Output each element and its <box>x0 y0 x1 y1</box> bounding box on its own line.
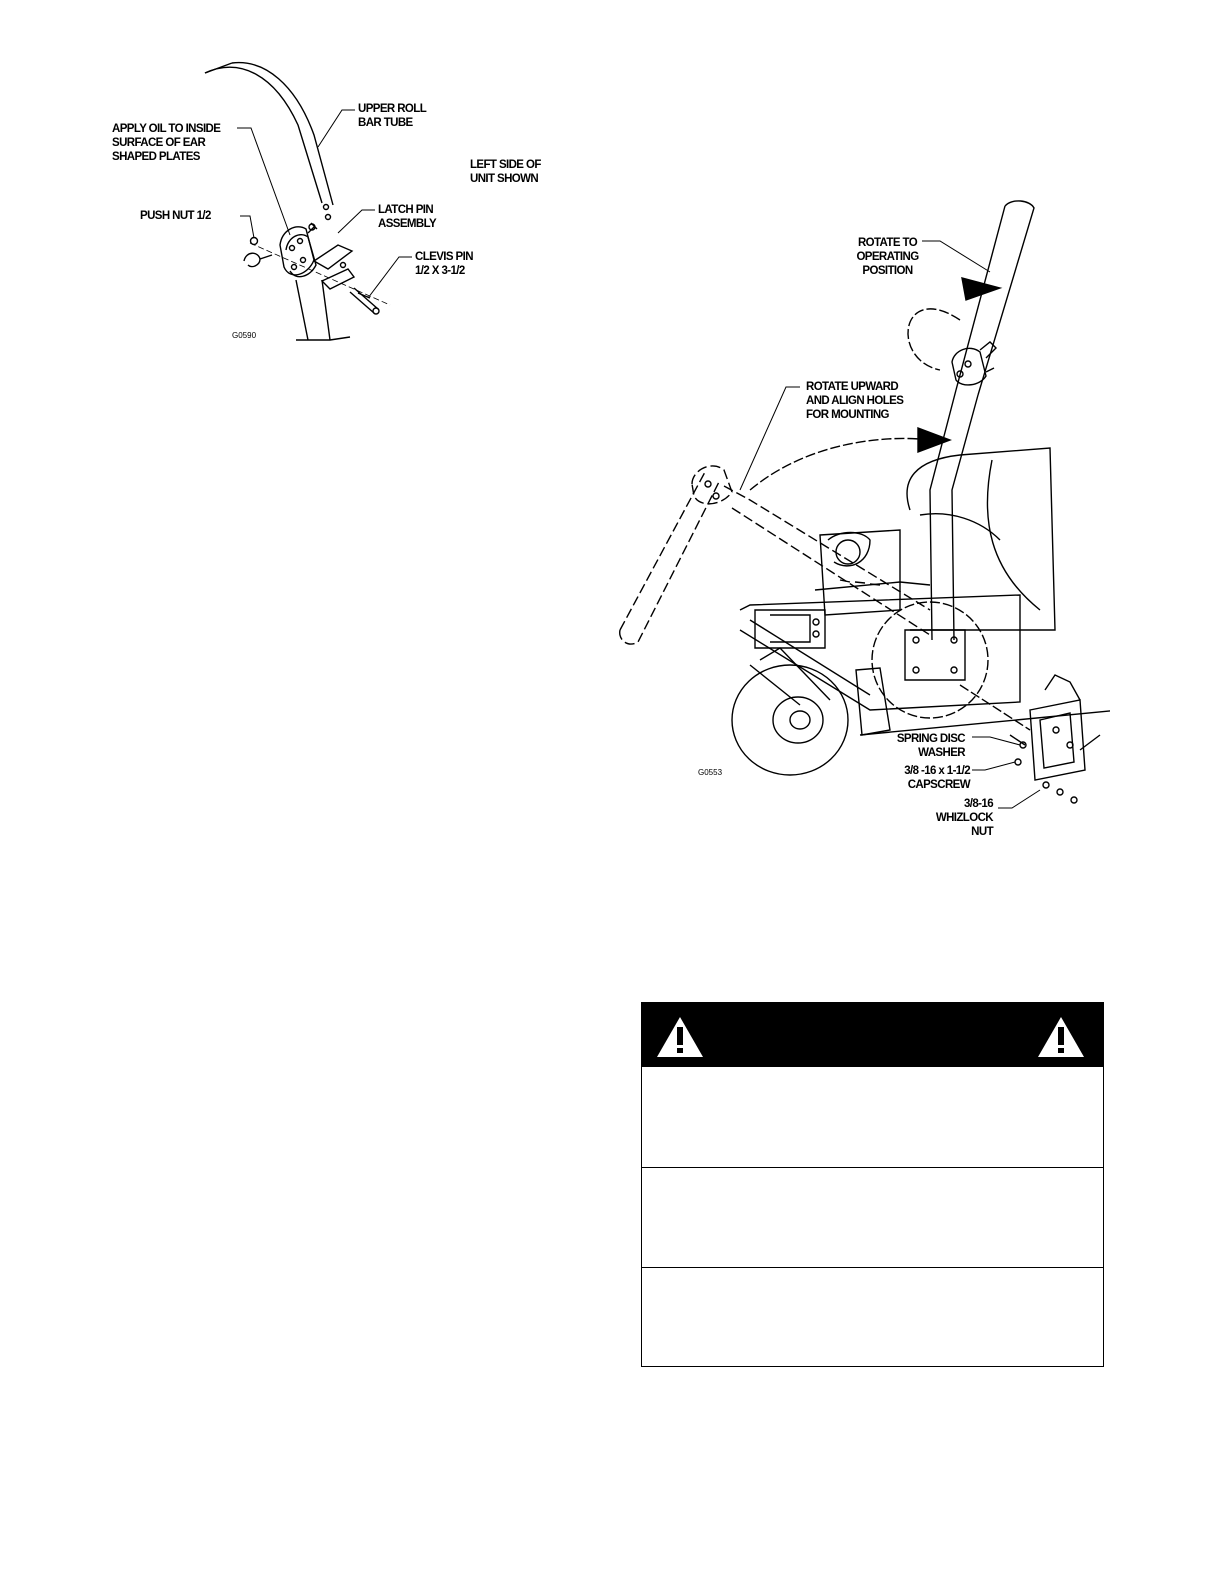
warning-section-2 <box>642 1167 1103 1267</box>
warning-triangle-icon <box>655 1015 705 1059</box>
label-rotate-operating-position: ROTATE TO OPERATING POSITION <box>856 237 919 277</box>
label-spring-disc-washer: SPRING DISC WASHER <box>896 733 965 759</box>
label-whizlock-nut: 3/8-16 WHIZLOCK NUT <box>935 798 993 838</box>
roll-bar-mounting-drawing <box>600 190 1110 850</box>
warning-box <box>641 1002 1104 1367</box>
warning-header <box>642 1003 1103 1067</box>
label-latch-pin-assembly: LATCH PIN ASSEMBLY <box>378 204 437 230</box>
figure-latch-pin-assembly <box>100 55 570 355</box>
label-capscrew: 3/8 -16 x 1-1/2 CAPSCREW <box>904 765 970 791</box>
label-clevis-pin: CLEVIS PIN 1/2 X 3-1/2 <box>415 251 473 277</box>
figure-code-g0590: G0590 <box>232 331 257 340</box>
label-apply-oil: APPLY OIL TO INSIDE SURFACE OF EAR SHAPED PLATES <box>112 123 221 163</box>
label-left-side-shown: LEFT SIDE OF UNIT SHOWN <box>470 159 541 185</box>
label-rotate-upward: ROTATE UPWARD AND ALIGN HOLES FOR MOUNTING <box>806 381 904 421</box>
label-upper-roll-bar-tube: UPPER ROLL BAR TUBE <box>358 103 427 129</box>
figure-code-g0553: G0553 <box>698 768 723 777</box>
warning-section-3 <box>642 1267 1103 1367</box>
latch-assembly-drawing <box>100 55 570 355</box>
figure-roll-bar-mounting <box>600 190 1110 850</box>
warning-triangle-icon <box>1036 1015 1086 1059</box>
label-push-nut: PUSH NUT 1/2 <box>140 210 211 222</box>
warning-section-1 <box>642 1067 1103 1167</box>
